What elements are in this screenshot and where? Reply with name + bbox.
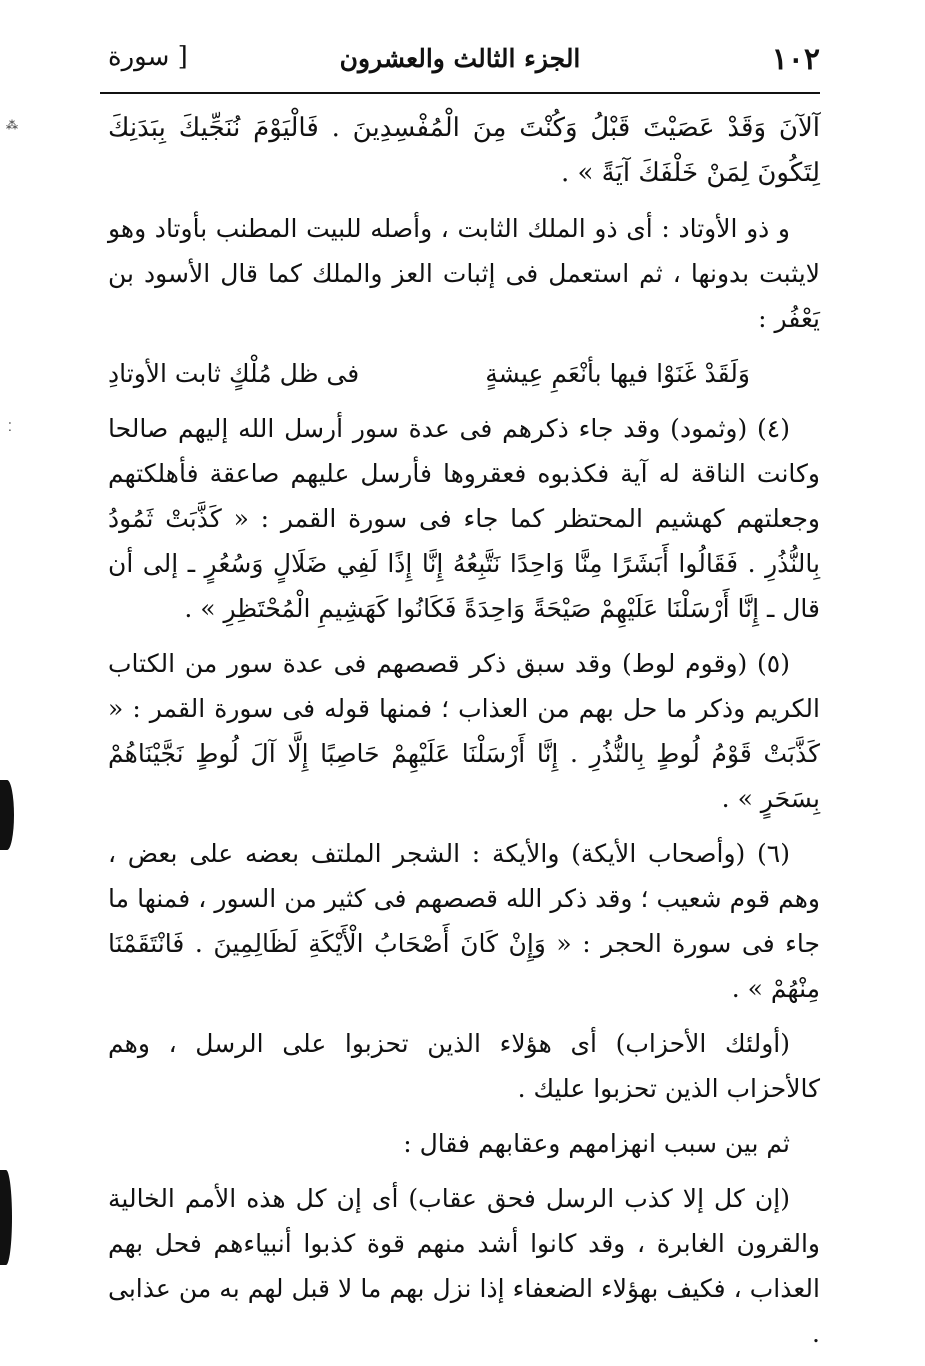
surah-label: [ سورة: [108, 42, 188, 72]
paragraph-thamud: (٤) (وثمود) وقد جاء ذكرهم فى عدة سور أرسل الله إليهم صالحا وكانت الناقة له آية فكذبوه فعقروها فأرسل عليهم صاعقة فأهلكتهم وجعلتهم كهشيم المحتظر كما جاء فى سورة القمر : « كَذَّبَتْ ثَمُودُ بِالنُّذُرِ . فَقَالُوا أَبَشَرًا مِنَّا وَاحِدًا نَتَّبِعُهُ إِنَّا إِذًا لَفِي ضَلَالٍ وَسُعُرٍ ـ إلى أن قال ـ إِنَّا أَرْسَلْنَا عَلَيْهِمْ صَيْحَةً وَاحِدَةً فَكَانُوا كَهَشِيمِ الْمُحْتَظِرِ » .: [108, 414, 820, 623]
page-body: [108, 106, 820, 1366]
paragraph-aykah: (٦) (وأصحاب الأيكة) والأيكة : الشجر الملتف بعضه على بعض ، وهم قوم شعيب ؛ وقد ذكر الله قصصهم فى كثير من السور ، فمنها ما جاء فى سورة الحجر : « وَإِنْ كَانَ أَصْحَابُ الْأَيْكَةِ لَظَالِمِينَ . فَانْتَقَمْنَا مِنْهُمْ » .: [108, 839, 820, 1003]
paragraph-ahzab: (أولئك الأحزاب) أى هؤلاء الذين تحزبوا على الرسل ، وهم كالأحزاب الذين تحزبوا عليك .: [108, 1029, 820, 1103]
scan-edge-blot-lower: [0, 1170, 12, 1265]
paragraph-lut: (٥) (وقوم لوط) وقد سبق ذكر قصصهم فى عدة سور من الكتاب الكريم وذكر ما حل بهم من العذاب ؛ فمنها قوله فى سورة القمر : « كَذَّبَتْ قَوْمُ لُوطٍ بِالنُّذُرِ . إِنَّا أَرْسَلْنَا عَلَيْهِمْ حَاصِبًا إِلَّا آلَ لُوطٍ نَجَّيْنَاهُمْ بِسَحَرٍ » .: [108, 649, 820, 813]
paragraph-punishment: (إن كل إلا كذب الرسل فحق عقاب) أى إن كل هذه الأمم الخالية والقرون الغابرة ، وقد كانوا أشد منهم قوة كذبوا أنبياءهم فحل بهم العذاب ، فكيف بهؤلاء الضعفاء إذا نزل بهم ما لا قبل لهم به من عذابى .: [108, 1184, 820, 1348]
header-rule: [100, 92, 820, 94]
poem-verse: [108, 351, 820, 396]
paragraph-awtad: و ذو الأوتاد : أى ذو الملك الثابت ، وأصله للبيت المطنب بأوتاد وهو لايثبت بدونها ، ثم استعمل فى إثبات العز والملك كما قال الأسود بن يَعْفُر :: [108, 214, 820, 333]
page-number: ١٠٢: [771, 42, 820, 77]
running-title: الجزء الثالث والعشرون: [339, 44, 581, 73]
quran-verse-continuation: آلآنَ وَقَدْ عَصَيْتَ قَبْلُ وَكُنْتَ مِنَ الْمُفْسِدِينَ . فَالْيَوْمَ نُنَجِّيكَ بِبَدَنِكَ لِتَكُونَ لِمَنْ خَلْفَكَ آيَةً » .: [108, 113, 820, 188]
poem-first-hemistich: وَلَقَدْ غَنَوْا فيها بأنْعَمِ عِيشةٍ: [485, 359, 750, 388]
poem-second-hemistich: فى ظل مُلْكٍ ثابت الأوتادِ: [108, 359, 360, 388]
scan-edge-mark-mid: ⁚: [8, 420, 12, 434]
paragraph-transition: ثم بين سبب انهزامهم وعقابهم فقال :: [403, 1129, 790, 1158]
scan-edge-blot-upper: [0, 780, 14, 850]
page-header: [100, 38, 820, 90]
scan-edge-mark-top: ⁂: [6, 118, 18, 132]
